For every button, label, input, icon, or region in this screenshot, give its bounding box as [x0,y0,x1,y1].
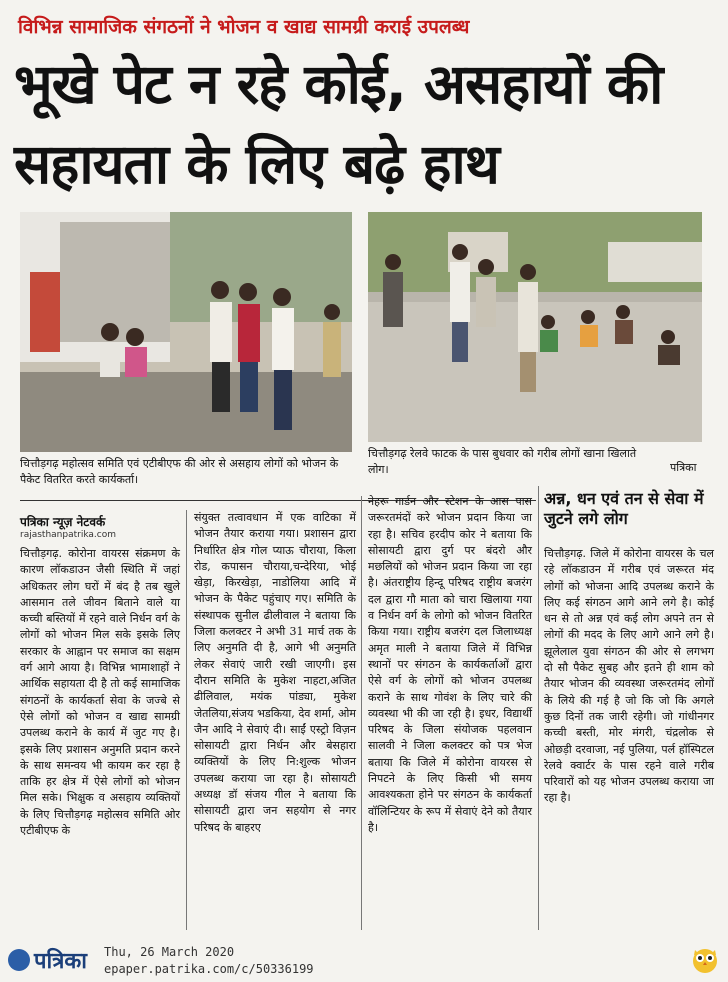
photo1-caption: चित्तौड़गढ़ महोत्सव समिति एवं एटीबीएफ की ओर से असहाय लोगों को भोजन के पैकेट वितरित करते कार्यकर्ता। [20,457,339,486]
subheadline: अन्न, धन एवं तन से सेवा में जुटने लगे लोग [544,489,704,528]
column-1 [20,546,180,839]
headline: भूखे पेट न रहे कोई, असहायों की सहायता के लिए बढ़े हाथ [14,52,663,196]
column-2-text: संयुक्त तत्वावधान में एक वाटिका में भोजन तैयार कराया गया। प्रशासन द्वारा निर्धारित क्षेत्र गोल प्याऊ चौराया, किला रोड, कपासन चौराया,चन्देरिया, भोई खेड़ा, किरखेड़ा, नाडोलिया आदि में भोजन के पैकेट पहुंचाए गए। समिति के संस्थापक सुनील ढीलीवाल ने बताया कि जिला कलक्टर ने अभी 31 मार्च तक के लिए अनुमति दी है, आगे भी अनुमति लेकर सेवाएं जारी रखी जाएगी। इस दौरान समिति के मुकेश नाहटा,अजित ढीलिवाल, मयंक पांड्या, मुकेश जेतलिया,संजय भडकिया, देव शर्मा, ओम जैन आदि ने सेवाएं दी। साईं एस्ट्रो विज़न सोसायटी द्वारा निर्धन और बेसहारा व्यक्तियों के लिए नि:शुल्क भोजन उपलब्ध कराया जा रहा है। सोसायटी अध्यक्ष डॉ संजय गील ने बताया कि सोसायटी द्वारा जन सहयोग से नगर परिषद के बाहरए [194,511,356,834]
footer-meta [104,944,314,978]
column-4-text: चित्तौड़गढ़. जिले में कोरोना वायरस के चल रहे लॉकडाउन में गरीब एवं जरूरत मंद लोगों को भोजना आदि उपलब्ध कराने के लिए कई संगठन आगे आने लगे है। कोई धन से तो अन्न एवं कई लोग अपने तन से लोगों की मदद के लिए आगे आने लगे है। झूलेलाल युवा संगठन की ओर से लगभग दो सौ पैकेट सुबह और इतने ही शाम को तैयार भोजन की व्यवस्था जरूरतमंद लोगों के लिये की गई है जो कि जो कि अगले कुछ दिनों तक जारी रहेगी। जो गांधीनगर कच्ची बस्ती, मोर मंगरी, चंद्रलोक से ओछड़ी दरवाजा, नई पुलिया, पर्ल हॉस्पिटल रेलवे क्वार्टर के पास रहने वाले गरीब परिवारों को यह भोजन उपलब्ध कराया जा रहा है। [544,547,714,805]
column-1-text: चित्तौड़गढ़. कोरोना वायरस संक्रमण के कारण लॉकडाउन जैसी स्थिति में जहां अधिकतर लोग घरों में बंद है तब खुले आसमान तले जीवन बिताने वाले या कच्ची बस्तियों में रहने वाले निर्धन वर्ग के लोगों को भोजन मिल सके इसके लिए सरकार के आह्वान पर समाज का सक्षम वर्ग आगे आया है। विभिन्न भामाशाहों ने आर्थिक सहायता दी है तो कई सामाजिक संगठनों के कार्यकर्ता सेवा के जज्बे से ऐसे लोगों को भोजन व खाद्य सामग्री उपलब्ध कराने के कार्य में जुट गए है। इसके लिए प्रशासन अनुमति प्रदान करने के साथ समन्वय भी कायम कर रहा है ताकि हर क्षेत्र में ऐसे लोगों को भोजन मिल सके। भिक्षुक व असहाय व्यक्तियों के लिए चित्तौड़गढ़ महोत्सव समिति ओर एटीबीएफ के [20,547,180,838]
photo2-caption: चित्तौड़गढ़ रेलवे फाटक के पास बुधवार को गरीब लोगों खाना खिलाते लोग। [368,447,637,476]
logo-text: पत्रिका [34,949,87,974]
top-trim [0,0,728,8]
epaper-url[interactable]: epaper.patrika.com/c/50336199 [104,962,314,976]
column-3-text: नेहरू गार्डन और स्टेशन के आस पास जरूरतमंदों करे भोजन प्रदान किया जा रहा है। सचिव हरदीप कोर ने बताया कि सोसायटी द्वारा दुर्ग पर बंदरो और मछलियों को भोजन प्रदान किया जा रहा है। अंतराष्ट्रीय हिन्दू परिषद राष्ट्रीय बजरंग दल द्वारा गौ माता को चारा खिलाया गया व निर्धन वर्ग के लोगो को भोजन वितरित किया गया। राष्ट्रीय बजरंग दल जिलाध्यक्ष अमृत माली ने बताया जिले में विभिन्न स्थानों पर संगठन के कार्यकर्ताओं द्वारा ऐसे वर्ग के लोगों को भोजन उपलब्ध कराने के साथ गोवंश के लिए चारे की व्यवस्था भी की जा रही है। इधर, विद्यार्थी परिषद के जिला संयोजक पहलवान सालवी ने जिला कलक्टर को पत्र भेज बताया कि जिले में कोरोना वायरस से निपटने के लिए किसी भी समय आवश्यकता होने पर संगठन के कार्यकर्ता वॉलिन्टियर के रूप में सेवाएं देने को तैयार है। [368,495,532,834]
patrika-logo[interactable] [8,945,87,975]
photo-volunteers-distributing-food [20,212,352,452]
column-4 [544,546,714,807]
column-2 [194,510,356,836]
column-divider [361,496,362,930]
byline-site: rajasthanpatrika.com [20,530,116,540]
column-divider [186,510,187,930]
photo-credit: पत्रिका [670,461,697,474]
photo-people-feeding-poor [368,212,702,442]
edition-date: Thu, 26 March 2020 [104,945,235,959]
owl-mascot-icon [690,944,720,974]
kicker: विभिन्न सामाजिक संगठनों ने भोजन व खाद्य सामग्री कराई उपलब्ध [18,16,470,38]
globe-icon [8,949,30,971]
column-divider [538,486,539,930]
column-3 [368,494,532,836]
byline: पत्रिका न्यूज़ नेटवर्क [20,515,106,529]
